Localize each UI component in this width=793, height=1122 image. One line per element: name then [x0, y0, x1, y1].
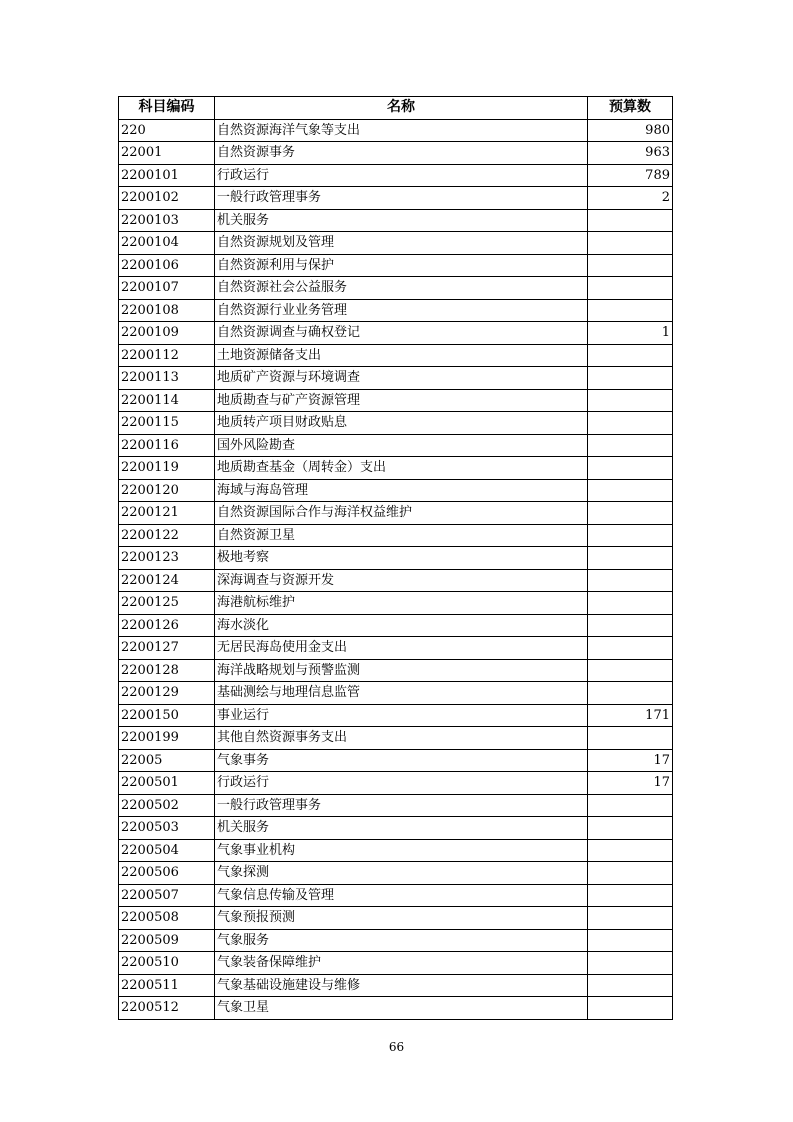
row-name: 自然资源规划及管理 [215, 232, 588, 255]
row-name: 自然资源社会公益服务 [215, 277, 588, 300]
row-code: 2200129 [119, 682, 215, 705]
row-name: 自然资源卫星 [215, 524, 588, 547]
row-name: 自然资源事务 [215, 142, 588, 165]
page-number: 66 [388, 1040, 405, 1054]
row-amount [588, 344, 673, 367]
table-row [119, 322, 673, 345]
row-code: 2200122 [119, 524, 215, 547]
row-code: 2200150 [119, 704, 215, 727]
row-name: 海港航标维护 [215, 592, 588, 615]
header-name: 名称 [215, 97, 588, 120]
row-name: 气象卫星 [215, 997, 588, 1020]
row-name: 气象服务 [215, 929, 588, 952]
row-amount: 171 [588, 704, 673, 727]
table-body [119, 119, 673, 1019]
row-amount: 980 [588, 119, 673, 142]
table-row [119, 907, 673, 930]
table-row [119, 749, 673, 772]
table-row [119, 637, 673, 660]
row-amount [588, 637, 673, 660]
row-amount [588, 547, 673, 570]
row-name: 自然资源行业业务管理 [215, 299, 588, 322]
row-code: 2200116 [119, 434, 215, 457]
row-amount [588, 502, 673, 525]
row-code: 2200512 [119, 997, 215, 1020]
table-row [119, 344, 673, 367]
row-amount [588, 884, 673, 907]
row-name: 气象装备保障维护 [215, 952, 588, 975]
row-name: 行政运行 [215, 772, 588, 795]
row-name: 海域与海岛管理 [215, 479, 588, 502]
row-name: 一般行政管理事务 [215, 794, 588, 817]
table-row [119, 569, 673, 592]
row-code: 2200125 [119, 592, 215, 615]
row-amount [588, 412, 673, 435]
row-amount: 789 [588, 164, 673, 187]
table-row [119, 952, 673, 975]
row-name: 行政运行 [215, 164, 588, 187]
table-row [119, 232, 673, 255]
row-code: 2200510 [119, 952, 215, 975]
row-code: 2200103 [119, 209, 215, 232]
row-name: 地质勘查与矿产资源管理 [215, 389, 588, 412]
row-code: 2200106 [119, 254, 215, 277]
row-code: 2200199 [119, 727, 215, 750]
table-row [119, 794, 673, 817]
row-amount [588, 524, 673, 547]
row-name: 机关服务 [215, 209, 588, 232]
header-row [119, 97, 673, 120]
row-code: 2200107 [119, 277, 215, 300]
row-code: 2200502 [119, 794, 215, 817]
row-name: 气象基础设施建设与维修 [215, 974, 588, 997]
row-name: 自然资源调查与确权登记 [215, 322, 588, 345]
table-row [119, 187, 673, 210]
row-name: 气象探测 [215, 862, 588, 885]
table-row [119, 299, 673, 322]
row-code: 22005 [119, 749, 215, 772]
row-name: 地质勘查基金（周转金）支出 [215, 457, 588, 480]
row-code: 2200101 [119, 164, 215, 187]
table-row [119, 254, 673, 277]
row-amount [588, 997, 673, 1020]
row-amount [588, 209, 673, 232]
table-row [119, 479, 673, 502]
row-name: 土地资源储备支出 [215, 344, 588, 367]
row-amount [588, 907, 673, 930]
row-amount [588, 569, 673, 592]
table-row [119, 817, 673, 840]
table-row [119, 929, 673, 952]
row-code: 2200108 [119, 299, 215, 322]
table-row [119, 367, 673, 390]
row-amount [588, 367, 673, 390]
table-row [119, 862, 673, 885]
row-name: 极地考察 [215, 547, 588, 570]
table-row [119, 997, 673, 1020]
table-row [119, 119, 673, 142]
row-amount [588, 659, 673, 682]
row-amount [588, 929, 673, 952]
header-amount: 预算数 [588, 97, 673, 120]
row-amount: 2 [588, 187, 673, 210]
row-code: 2200104 [119, 232, 215, 255]
table-row [119, 434, 673, 457]
row-name: 气象信息传输及管理 [215, 884, 588, 907]
row-code: 220 [119, 119, 215, 142]
row-amount [588, 952, 673, 975]
table-row [119, 209, 673, 232]
row-name: 深海调查与资源开发 [215, 569, 588, 592]
table-row [119, 682, 673, 705]
row-name: 地质矿产资源与环境调查 [215, 367, 588, 390]
table-row [119, 884, 673, 907]
row-name: 海水淡化 [215, 614, 588, 637]
table-row [119, 592, 673, 615]
row-amount: 17 [588, 772, 673, 795]
row-code: 2200121 [119, 502, 215, 525]
row-name: 自然资源国际合作与海洋权益维护 [215, 502, 588, 525]
row-code: 2200123 [119, 547, 215, 570]
row-code: 2200126 [119, 614, 215, 637]
row-name: 气象预报预测 [215, 907, 588, 930]
row-code: 2200127 [119, 637, 215, 660]
table-row [119, 277, 673, 300]
table-row [119, 772, 673, 795]
row-name: 机关服务 [215, 817, 588, 840]
row-code: 2200119 [119, 457, 215, 480]
table-row [119, 142, 673, 165]
row-code: 2200114 [119, 389, 215, 412]
row-amount [588, 232, 673, 255]
row-code: 2200508 [119, 907, 215, 930]
table-row [119, 974, 673, 997]
row-code: 2200112 [119, 344, 215, 367]
row-code: 2200509 [119, 929, 215, 952]
row-code: 2200113 [119, 367, 215, 390]
row-code: 2200109 [119, 322, 215, 345]
row-code: 2200102 [119, 187, 215, 210]
row-amount [588, 614, 673, 637]
row-amount: 1 [588, 322, 673, 345]
row-code: 2200511 [119, 974, 215, 997]
table-row [119, 502, 673, 525]
table-row [119, 614, 673, 637]
table-row [119, 164, 673, 187]
row-name: 无居民海岛使用金支出 [215, 637, 588, 660]
row-code: 2200124 [119, 569, 215, 592]
row-amount: 963 [588, 142, 673, 165]
table-row [119, 547, 673, 570]
budget-table [118, 96, 673, 1020]
row-code: 2200120 [119, 479, 215, 502]
row-name: 事业运行 [215, 704, 588, 727]
row-amount [588, 862, 673, 885]
table-row [119, 389, 673, 412]
row-name: 国外风险勘查 [215, 434, 588, 457]
table-header [119, 97, 673, 120]
row-amount [588, 457, 673, 480]
table-row [119, 704, 673, 727]
row-code: 2200506 [119, 862, 215, 885]
table-row [119, 457, 673, 480]
row-amount: 17 [588, 749, 673, 772]
row-amount [588, 794, 673, 817]
row-name: 气象事务 [215, 749, 588, 772]
row-code: 2200503 [119, 817, 215, 840]
row-name: 一般行政管理事务 [215, 187, 588, 210]
row-code: 2200507 [119, 884, 215, 907]
table-row [119, 524, 673, 547]
table-row [119, 412, 673, 435]
row-amount [588, 974, 673, 997]
row-amount [588, 254, 673, 277]
row-amount [588, 479, 673, 502]
row-amount [588, 389, 673, 412]
row-amount [588, 682, 673, 705]
row-name: 自然资源海洋气象等支出 [215, 119, 588, 142]
row-code: 22001 [119, 142, 215, 165]
row-name: 海洋战略规划与预警监测 [215, 659, 588, 682]
row-name: 地质转产项目财政贴息 [215, 412, 588, 435]
row-name: 气象事业机构 [215, 839, 588, 862]
row-amount [588, 277, 673, 300]
row-amount [588, 817, 673, 840]
row-amount [588, 727, 673, 750]
row-name: 其他自然资源事务支出 [215, 727, 588, 750]
row-name: 自然资源利用与保护 [215, 254, 588, 277]
row-code: 2200128 [119, 659, 215, 682]
row-code: 2200501 [119, 772, 215, 795]
table-row [119, 727, 673, 750]
row-code: 2200115 [119, 412, 215, 435]
row-amount [588, 434, 673, 457]
table-row [119, 839, 673, 862]
table-row [119, 659, 673, 682]
row-amount [588, 299, 673, 322]
row-amount [588, 839, 673, 862]
row-amount [588, 592, 673, 615]
row-code: 2200504 [119, 839, 215, 862]
header-code: 科目编码 [119, 97, 215, 120]
row-name: 基础测绘与地理信息监管 [215, 682, 588, 705]
